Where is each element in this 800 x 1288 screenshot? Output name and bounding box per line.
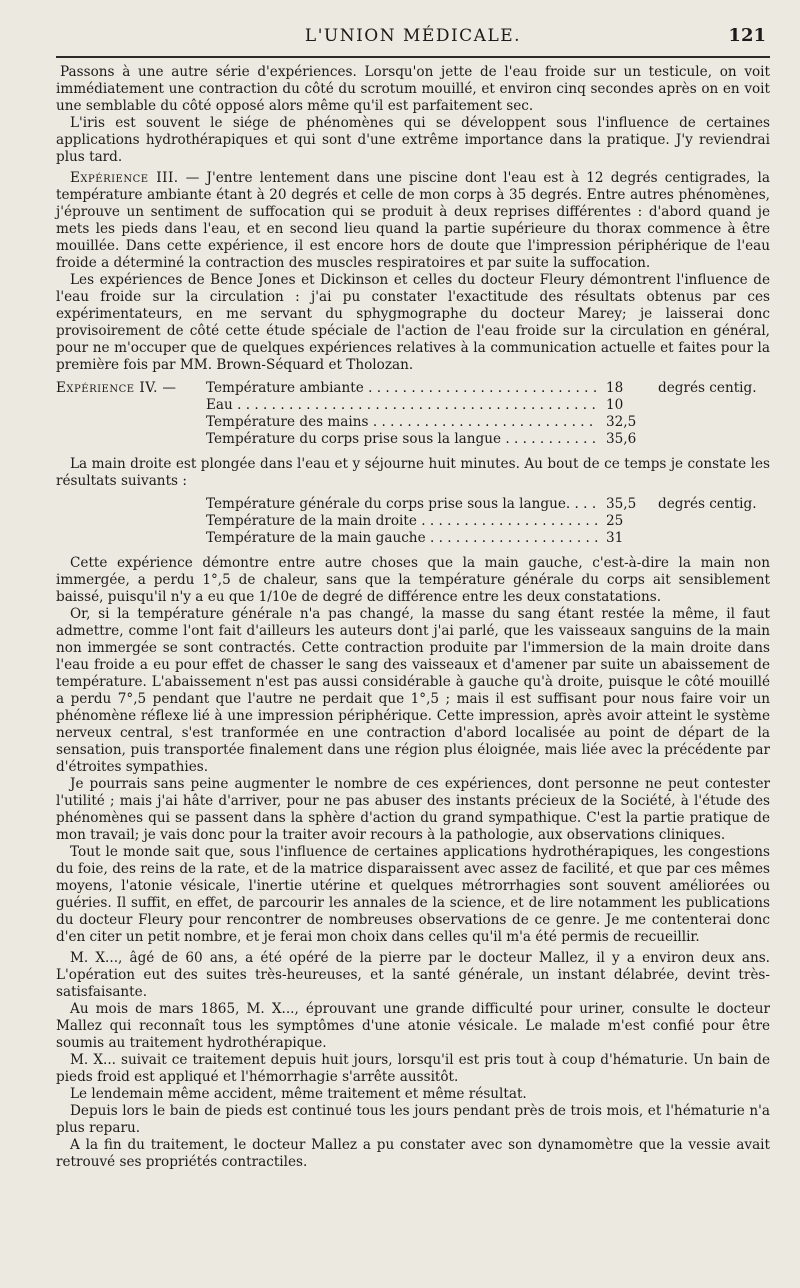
row-unit: degrés centig.: [658, 496, 757, 512]
table-row: [56, 513, 770, 530]
row-value: 25: [606, 513, 624, 529]
table-row: [56, 431, 770, 448]
body-text: [56, 64, 770, 1171]
paragraph: A la fin du traitement, le docteur Mallez a pu constater avec son dynamomètre que la vessie avait retrouvé ses propriétés contractiles.: [56, 1137, 770, 1170]
paragraph: Or, si la température générale n'a pas changé, la masse du sang étant restée la même, il faut admettre, comme l'ont fait d'ailleurs les auteurs dont j'ai parlé, que les vaisseaux sanguins de la main non immergée se sont contractés. Cette contraction produite par l'immersion de la main droite dans l'eau froide a eu pour effet de chasser le sang des vaisseaux et d'amener par suite un abaissement de température. L'abaissement n'est pas aussi considérable à gauche qu'à droite, puisque le côté mouillé a perdu 7°,5 pendant que l'autre ne perdait que 1°,5 ; mais il est suffisant pour nous faire voir un phénomène réflexe lié à une impression périphérique. Cette impression, après avoir atteint le système nerveux central, s'est tranformée en une contraction d'abord localisée au point de départ de la sensation, puis transportée finalement dans une région plus éloignée, mais liée avec la précédente par d'étroites sympathies.: [56, 606, 770, 775]
row-value: 18: [606, 380, 624, 396]
experience-4-label: Expérience IV.: [56, 380, 159, 396]
paragraph: Au mois de mars 1865, M. X..., éprouvant une grande difficulté pour uriner, consulte le docteur Mallez qui reconnaît tous les symptômes d'une atonie vésicale. Le malade m'est confié pour être soumis au traitement hydrothérapique.: [56, 1001, 770, 1051]
experience-4-table: [56, 380, 770, 448]
paragraph: La main droite est plongée dans l'eau et y séjourne huit minutes. Au bout de ce temps je constate les résultats suivants :: [56, 456, 770, 489]
experience-3-paragraph: [56, 170, 770, 272]
table-row: [56, 530, 770, 547]
paragraph: L'iris est souvent le siége de phénomènes qui se développent sous l'influence de certaines applications hydrothérapiques et qui sont d'une extrême importance dans la pratique. J'y reviendrai plus tard.: [56, 115, 770, 165]
paragraph: Cette expérience démontre entre autre choses que la main gauche, c'est-à-dire la main non immergée, a perdu 1°,5 de chaleur, sans que la température générale du corps ait sensiblement baissé, puisqu'il n'y a eu que 1/10e de degré de différence entre les deux constatations.: [56, 555, 770, 605]
row-value: 31: [606, 530, 624, 546]
row-label: Température générale du corps prise sous la langue. . . .: [206, 496, 598, 513]
paragraph: M. X..., âgé de 60 ans, a été opéré de la pierre par le docteur Mallez, il y a environ deux ans. L'opération eut des suites très-heureuses, et la santé générale, un instant délabrée, devint très-satisfaisante.: [56, 950, 770, 1000]
paragraph: Les expériences de Bence Jones et Dickinson et celles du docteur Fleury démontrent l'influence de l'eau froide sur la circulation : j'ai pu constater l'exactitude des résultats obtenus par ces expérimentateurs, en me servant du sphygmographe du docteur Marey; je laisserai donc provisoirement de côté cette étude spéciale de l'action de l'eau froide sur la circulation en général, pour ne m'occuper que de quelques expériences relatives à la communication actuelle et faites pour la première fois par MM. Brown-Séquard et Tholozan.: [56, 272, 770, 373]
paragraph: Le lendemain même accident, même traitement et même résultat.: [70, 1086, 527, 1102]
row-value: 32,5: [606, 414, 637, 430]
experience-3-label: Expérience III.: [70, 170, 179, 186]
header-rule: [56, 56, 770, 58]
row-label: Eau . . .: [206, 397, 598, 414]
paragraph: M. X... suivait ce traitement depuis huit jours, lorsqu'il est pris tout à coup d'hématurie. Un bain de pieds froid est appliqué et l'hémorrhagie s'arrête aussitôt.: [56, 1052, 770, 1085]
experience-4-heading: [56, 380, 206, 397]
experience-3-text: — J'entre lentement dans une piscine dont l'eau est à 12 degrés centigrades, la température ambiante étant à 20 degrés et celle de mon corps à 35 degrés. Entre autres phénomènes, j'éprouve un sentiment de suffocation qui se produit à deux reprises différentes : d'abord quand je mets les pieds dans l'eau, et en second lieu quand la partie supérieure du thorax commence à être mouillée. Dans cette expérience, il est encore hors de doute que l'impression périphérique de l'eau froide a déterminé la contraction des muscles respiratoires et par suite la suffocation.: [56, 170, 770, 271]
row-unit: degrés centig.: [658, 380, 757, 396]
table-row: [56, 380, 770, 397]
page-number: 121: [728, 25, 766, 46]
row-label: Température de la main gauche . . .: [206, 530, 598, 547]
paragraph: Je pourrais sans peine augmenter le nombre de ces expériences, dont personne ne peut contester l'utilité ; mais j'ai hâte d'arriver, pour ne pas abuser des instants précieux de la Société, à l'étude des phénomènes qui se passent dans la sphère d'action du grand sympathique. C'est la partie pratique de mon travail; je vais donc pour la traiter avoir recours à la pathologie, aux observations cliniques.: [56, 776, 770, 843]
row-value: 10: [606, 397, 624, 413]
table-row: [56, 496, 770, 513]
row-label: Température des mains . . .: [206, 414, 598, 431]
table-row: [56, 414, 770, 431]
row-value: 35,6: [606, 431, 637, 447]
row-value: 35,5: [606, 496, 637, 512]
results-table: [56, 496, 770, 547]
paragraph: Depuis lors le bain de pieds est continué tous les jours pendant près de trois mois, et l'hématurie n'a plus reparu.: [56, 1103, 770, 1136]
paragraph: Passons à une autre série d'expériences. Lorsqu'on jette de l'eau froide sur un testicule, on voit immédiatement une contraction du côté du scrotum mouillé, et environ cinq secondes après on en voit une semblable du côté opposé alors même qu'il est parfaitement sec.: [56, 64, 770, 114]
paragraph: Tout le monde sait que, sous l'influence de certaines applications hydrothérapiques, les congestions du foie, des reins de la rate, et de la matrice disparaissent avec assez de facilité, et que par ces mêmes moyens, l'atonie vésicale, l'inertie utérine et quelques métrorrhagies sont souvent améliorées ou guéries. Il suffit, en effet, de parcourir les annales de la science, et de lire notamment les publications du docteur Fleury pour rencontrer de nombreuses observations de ce genre. Je me contenterai donc d'en citer un petit nombre, et je ferai mon choix dans celles qu'il m'a été permis de recueillir.: [56, 844, 770, 945]
journal-title: L'UNION MÉDICALE.: [304, 26, 522, 46]
running-head: [56, 22, 770, 52]
row-label: Température ambiante . . .: [206, 380, 598, 397]
row-label: Température du corps prise sous la langue . . .: [206, 431, 598, 448]
table-row: [56, 397, 770, 414]
experience-4-dash: —: [158, 380, 176, 396]
row-label: Température de la main droite . . .: [206, 513, 598, 530]
